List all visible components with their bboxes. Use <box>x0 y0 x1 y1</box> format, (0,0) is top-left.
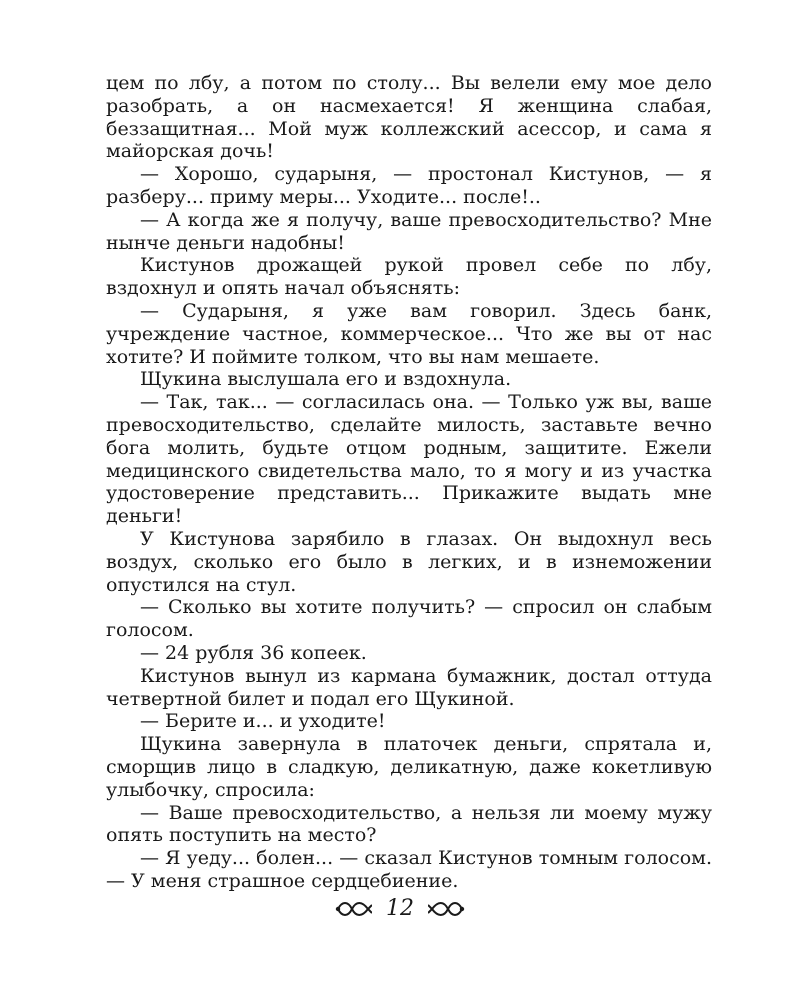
paragraph: — Так, так... — согласилась она. — Только уж вы, ваше превосходительство, сделайте милость, заставьте вечно бога молить, будьте отцом родным, защитите. Ежели медицинского свидетельства мало, то я могу и из участка удостоверение представить... Прикажите выдать мне деньги! <box>106 391 712 528</box>
paragraph: Щукина завернула в платочек деньги, спрятала и, сморщив лицо в сладкую, деликатную, даже кокетливую улыбочку, спросила: <box>106 733 712 801</box>
paragraph: — Берите и... и уходите! <box>140 710 386 733</box>
paragraph: Кистунов дрожащей рукой провел себе по лбу, вздохнул и опять начал объяснять: <box>106 254 712 300</box>
paragraph: цем по лбу, а потом по столу... Вы велели ему мое дело разобрать, а он насмехается! Я женщина слабая, беззащитная... Мой муж коллежский асессор, и сама я майорская дочь! <box>106 72 712 163</box>
paragraph: — Сколько вы хотите получить? — спросил он слабым голосом. <box>106 596 712 642</box>
page-number: 12 <box>386 896 414 921</box>
ornament-left-icon <box>334 898 372 920</box>
page-footer <box>0 898 800 920</box>
paragraph: — Я уеду... болен... — сказал Кистунов томным голосом. — У меня страшное сердцебиение. <box>106 847 712 892</box>
paragraph: Щукина выслушала его и вздохнула. <box>140 368 512 391</box>
paragraph: У Кистунова зарябило в глазах. Он выдохнул весь воздух, сколько его было в легких, и в изнеможении опустился на стул. <box>106 527 712 596</box>
paragraph: — А когда же я получу, ваше превосходительство? Мне нынче деньги надобны! <box>106 208 712 254</box>
paragraph: Кистунов вынул из кармана бумажник, достал оттуда четвертной билет и подал его Щукиной. <box>106 664 712 710</box>
ornament-right-icon <box>428 898 466 920</box>
paragraph: — 24 рубля 36 копеек. <box>140 641 367 664</box>
paragraph: — Хорошо, сударыня, — простонал Кистунов, — я разберу... приму меры... Уходите... после!.. <box>106 163 712 208</box>
paragraph: — Сударыня, я уже вам говорил. Здесь банк, учреждение частное, коммерческое... Что же вы от нас хотите? И поймите толком, что вы нам мешаете. <box>106 299 712 368</box>
paragraph: — Ваше превосходительство, а нельзя ли моему мужу опять поступить на место? <box>106 801 712 847</box>
page-body-text <box>106 72 712 893</box>
